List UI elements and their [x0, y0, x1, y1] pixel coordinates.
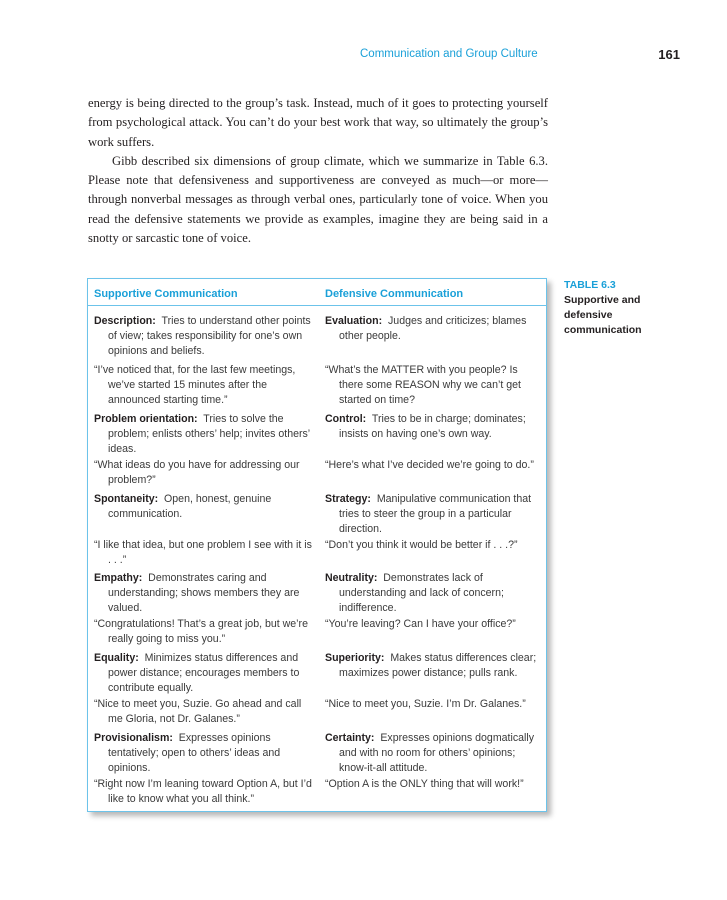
table-caption-text: Supportive and defensive communication [564, 294, 642, 336]
supportive-example-cell [94, 363, 325, 408]
table-label: TABLE 6.3 [564, 279, 616, 291]
defensive-example: “Nice to meet you, Suzie. I’m Dr. Galanes.” [325, 698, 526, 710]
communication-table [87, 278, 547, 812]
table-row [94, 314, 546, 359]
defensive-definition [325, 571, 539, 616]
defensive-definition-text: Tries to be in charge; dominates; insists on having one’s own way. [339, 413, 526, 440]
body-paragraph: Gibb described six dimensions of group climate, which we summarize in Table 6.3. Please note that defensiveness and supportiveness are conveyed as much—or more—through nonverbal messages as through verbal ones, particularly tone of voice. When you read the defensive statements we provide as examples, imagine they are being said in a snotty or sarcastic tone of voice. [88, 153, 548, 246]
defensive-example: “You’re leaving? Can I have your office?” [325, 618, 516, 630]
supportive-definition [94, 412, 317, 457]
defensive-definition [325, 492, 539, 537]
supportive-cell [94, 571, 325, 616]
supportive-definition-text: Minimizes status differences and power distance; encourages members to contribute equally. [108, 652, 300, 694]
supportive-definition [94, 314, 317, 359]
defensive-term: Superiority: [325, 652, 385, 664]
supportive-term: Problem orientation: [94, 413, 198, 425]
defensive-cell [325, 412, 545, 457]
supportive-cell [94, 412, 325, 457]
defensive-example: “Option A is the ONLY thing that will work!” [325, 778, 524, 790]
supportive-cell [94, 492, 325, 537]
supportive-definition [94, 492, 317, 522]
defensive-cell [325, 492, 545, 537]
table-row [94, 697, 546, 727]
table-row [94, 363, 546, 408]
supportive-term: Spontaneity: [94, 493, 159, 505]
defensive-term: Control: [325, 413, 367, 425]
supportive-example: “What ideas do you have for addressing our problem?” [94, 459, 300, 486]
body-paragraph: energy is being directed to the group’s task. Instead, much of it goes to protecting yourself from psychological attack. You can’t do your best work that way, so ultimately the group’s work suffers. [88, 96, 548, 149]
body-text [88, 94, 548, 248]
supportive-definition-text: Open, honest, genuine communication. [108, 493, 272, 520]
defensive-cell [325, 314, 545, 359]
supportive-example: “I’ve noticed that, for the last few meetings, we’ve started 15 minutes after the announced starting time.” [94, 364, 296, 406]
table-caption [564, 278, 684, 338]
table-row [94, 651, 546, 696]
table-row [94, 731, 546, 776]
supportive-example-cell [94, 538, 325, 568]
defensive-cell [325, 571, 545, 616]
table-row [94, 412, 546, 457]
defensive-example: “Here’s what I’ve decided we’re going to do.” [325, 459, 534, 471]
defensive-example-cell [325, 697, 545, 727]
supportive-example-cell [94, 697, 325, 727]
supportive-definition [94, 651, 317, 696]
defensive-definition [325, 651, 539, 681]
defensive-term: Certainty: [325, 732, 375, 744]
supportive-definition [94, 731, 317, 776]
supportive-definition [94, 571, 317, 616]
page-number: 161 [658, 47, 680, 62]
supportive-term: Provisionalism: [94, 732, 173, 744]
table-row [94, 617, 546, 647]
supportive-definition-text: Demonstrates caring and understanding; shows members they are valued. [108, 572, 300, 614]
table-row [94, 777, 546, 807]
supportive-example-cell [94, 777, 325, 807]
defensive-example-cell [325, 363, 545, 408]
supportive-example: “Nice to meet you, Suzie. Go ahead and call me Gloria, not Dr. Galanes.” [94, 698, 302, 725]
defensive-cell [325, 731, 545, 776]
running-head: Communication and Group Culture [360, 48, 538, 60]
defensive-definition [325, 412, 539, 442]
defensive-definition [325, 314, 539, 344]
table-header-row [88, 279, 546, 306]
defensive-definition [325, 731, 539, 776]
defensive-example: “Don’t you think it would be better if . . .?” [325, 539, 518, 551]
supportive-definition-text: Expresses opinions tentatively; open to others’ ideas and opinions. [108, 732, 281, 774]
defensive-example: “What’s the MATTER with you people? Is there some REASON why we can’t get started on time? [325, 364, 521, 406]
supportive-term: Equality: [94, 652, 139, 664]
defensive-term: Neutrality: [325, 572, 378, 584]
supportive-cell [94, 651, 325, 696]
defensive-term: Evaluation: [325, 315, 383, 327]
defensive-definition-text: Makes status differences clear; maximizes power distance; pulls rank. [339, 652, 537, 679]
supportive-example-cell [94, 458, 325, 488]
defensive-definition-text: Judges and criticizes; blames other people. [339, 315, 527, 342]
defensive-example-cell [325, 777, 545, 807]
table-row [94, 492, 546, 537]
defensive-definition-text: Expresses opinions dogmatically and with no room for others’ opinions; know-it-all attitude. [339, 732, 535, 774]
supportive-example: “Congratulations! That’s a great job, but we’re really going to miss you.” [94, 618, 308, 645]
supportive-definition-text: Tries to understand other points of view; takes responsibility for one’s own opinions and beliefs. [108, 315, 311, 357]
supportive-example: “Right now I’m leaning toward Option A, but I’d like to know what you all think.” [94, 778, 312, 805]
defensive-definition-text: Demonstrates lack of understanding and lack of concern; indifference. [339, 572, 504, 614]
defensive-term: Strategy: [325, 493, 371, 505]
table-row [94, 458, 546, 488]
supportive-definition-text: Tries to solve the problem; enlists others’ help; invites others’ ideas. [108, 413, 310, 455]
supportive-term: Empathy: [94, 572, 143, 584]
supportive-example: “I like that idea, but one problem I see with it is . . .” [94, 539, 312, 566]
defensive-column-header: Defensive Communication [325, 288, 464, 300]
defensive-definition-text: Manipulative communication that tries to steer the group in a particular direction. [339, 493, 532, 535]
supportive-term: Description: [94, 315, 156, 327]
supportive-column-header: Supportive Communication [94, 288, 238, 300]
table-row [94, 571, 546, 616]
supportive-cell [94, 731, 325, 776]
table-row [94, 538, 546, 568]
supportive-example-cell [94, 617, 325, 647]
defensive-example-cell [325, 538, 545, 568]
defensive-example-cell [325, 617, 545, 647]
table-body [88, 306, 546, 807]
defensive-cell [325, 651, 545, 696]
defensive-example-cell [325, 458, 545, 488]
supportive-cell [94, 314, 325, 359]
